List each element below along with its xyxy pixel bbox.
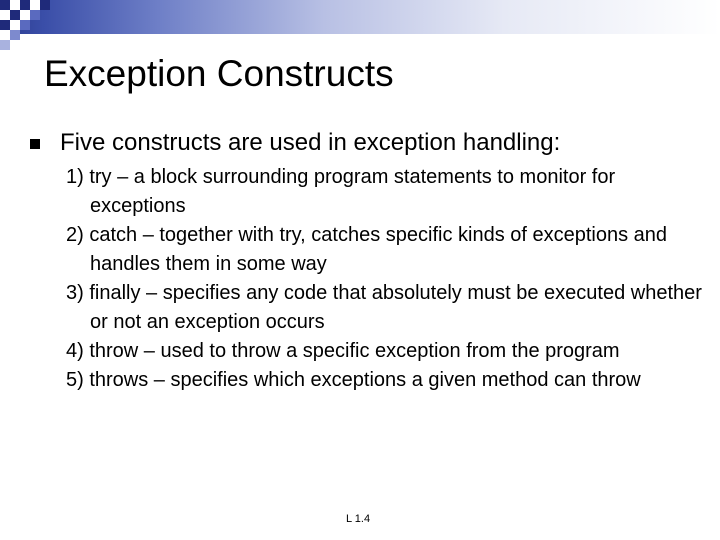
checker-square bbox=[20, 0, 30, 10]
list-item: 1) try – a block surrounding program statements to monitor for exceptions bbox=[66, 166, 616, 217]
checker-square bbox=[40, 0, 50, 10]
list-item: 3) finally – specifies any code that absolutely must be executed whether or not an exception occurs bbox=[66, 282, 702, 333]
list-item: 4) throw – used to throw a specific exception from the program bbox=[66, 340, 620, 362]
checker-square bbox=[30, 0, 40, 10]
checker-pattern-decoration bbox=[0, 0, 60, 50]
construct-list bbox=[66, 163, 706, 395]
list-item: 2) catch – together with try, catches specific kinds of exceptions and handles them in some way bbox=[66, 224, 668, 275]
square-bullet-icon bbox=[30, 139, 40, 149]
checker-square bbox=[30, 10, 40, 20]
slide-footer-label: L 1.4 bbox=[346, 513, 371, 525]
checker-square bbox=[20, 10, 30, 20]
checker-square bbox=[20, 20, 30, 30]
checker-square bbox=[0, 30, 10, 40]
checker-square bbox=[10, 10, 20, 20]
main-bullet-text: Five constructs are used in exception handling: bbox=[60, 129, 561, 156]
header-gradient-banner bbox=[0, 0, 720, 34]
checker-square bbox=[0, 20, 10, 30]
checker-square bbox=[10, 20, 20, 30]
slide-title: Exception Constructs bbox=[44, 53, 394, 94]
list-item: 5) throws – specifies which exceptions a given method can throw bbox=[66, 369, 641, 391]
checker-square bbox=[0, 40, 10, 50]
checker-square bbox=[10, 0, 20, 10]
checker-square bbox=[0, 10, 10, 20]
checker-square bbox=[0, 0, 10, 10]
checker-square bbox=[10, 30, 20, 40]
